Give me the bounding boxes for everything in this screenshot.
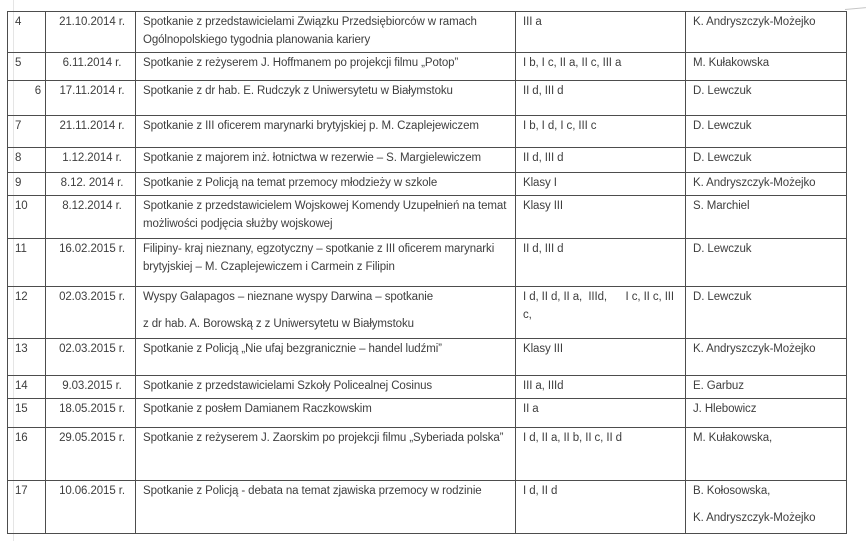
row-number-cell: 9 xyxy=(8,173,46,196)
description-cell: Spotkanie z przedstawicielami Szkoły Policealnej Cosinus xyxy=(136,376,516,399)
date-cell: 18.05.2015 r. xyxy=(46,399,136,428)
person-cell: J. Hlebowicz xyxy=(686,399,847,428)
person-cell: S. Marchiel xyxy=(686,196,847,239)
description-cell: Spotkanie z reżyserem J. Hoffmanem po projekcji filmu „Potop” xyxy=(136,53,516,81)
description-cell: Spotkanie z III oficerem marynarki brytyjskiej p. M. Czaplejewiczem xyxy=(136,116,516,148)
table-row xyxy=(8,81,847,116)
table-row xyxy=(8,339,847,376)
classes-cell: II d, III d xyxy=(516,81,686,116)
person-cell: D. Lewczuk xyxy=(686,148,847,173)
classes-cell: III a xyxy=(516,12,686,53)
classes-cell: Klasy III xyxy=(516,339,686,376)
classes-cell: I d, II a, II b, II c, II d xyxy=(516,428,686,481)
row-number-cell: 8 xyxy=(8,148,46,173)
date-cell: 8.12. 2014 r. xyxy=(46,173,136,196)
table-row xyxy=(8,116,847,148)
classes-cell: II a xyxy=(516,399,686,428)
row-number-cell: 17 xyxy=(8,481,46,534)
row-number-cell: 10 xyxy=(8,196,46,239)
date-cell: 16.02.2015 r. xyxy=(46,239,136,287)
date-cell: 17.11.2014 r. xyxy=(46,81,136,116)
description-cell: Filipiny- kraj nieznany, egzotyczny – spotkanie z III oficerem marynarki brytyjskiej – M. Czaplejewiczem i Carmein z Filipin xyxy=(136,239,516,287)
date-cell: 02.03.2015 r. xyxy=(46,287,136,339)
table-corner-tick xyxy=(845,7,866,10)
table-row xyxy=(8,239,847,287)
description-cell: Spotkanie z Policją - debata na temat zjawiska przemocy w rodzinie xyxy=(136,481,516,534)
description-cell xyxy=(136,287,516,339)
row-number-cell: 7 xyxy=(8,116,46,148)
date-cell: 1.12.2014 r. xyxy=(46,148,136,173)
table-row xyxy=(8,376,847,399)
person-cell: K. Andryszczyk-Możejko xyxy=(686,12,847,53)
row-number-cell: 11 xyxy=(8,239,46,287)
table-row xyxy=(8,428,847,481)
row-number-cell: 4 xyxy=(8,12,46,53)
row-number-cell: 12 xyxy=(8,287,46,339)
table-row xyxy=(8,53,847,81)
description-cell: Spotkanie z posłem Damianem Raczkowskim xyxy=(136,399,516,428)
person-cell-paragraph: B. Kołosowska, xyxy=(693,485,771,497)
row-number-cell: 14 xyxy=(8,376,46,399)
person-cell: K. Andryszczyk-Możejko xyxy=(686,173,847,196)
date-cell: 8.12.2014 r. xyxy=(46,196,136,239)
description-cell: Spotkanie z Policją „Nie ufaj bezgranicznie – handel ludźmi” xyxy=(136,339,516,376)
table-row xyxy=(8,287,847,339)
description-cell-paragraph: Wyspy Galapagos – nieznane wyspy Darwina – spotkanie xyxy=(143,291,434,303)
table-row xyxy=(8,399,847,428)
classes-cell: I d, II d xyxy=(516,481,686,534)
description-cell: Spotkanie z dr hab. E. Rudczyk z Uniwersytetu w Białymstoku xyxy=(136,81,516,116)
person-cell: D. Lewczuk xyxy=(686,81,847,116)
description-cell: Spotkanie z reżyserem J. Zaorskim po projekcji filmu „Syberiada polska” xyxy=(136,428,516,481)
date-cell: 6.11.2014 r. xyxy=(46,53,136,81)
row-number-cell: 15 xyxy=(8,399,46,428)
row-number-cell: 5 xyxy=(8,53,46,81)
person-cell: D. Lewczuk xyxy=(686,287,847,339)
classes-cell: II d, III d xyxy=(516,148,686,173)
table-row xyxy=(8,148,847,173)
person-cell: K. Andryszczyk-Możejko xyxy=(686,339,847,376)
description-cell: Spotkanie z Policją na temat przemocy młodzieży w szkole xyxy=(136,173,516,196)
person-cell: D. Lewczuk xyxy=(686,116,847,148)
row-number-cell: 13 xyxy=(8,339,46,376)
person-cell: M. Kułakowska, xyxy=(686,428,847,481)
person-cell: D. Lewczuk xyxy=(686,239,847,287)
description-cell-paragraph: z dr hab. A. Borowską z z Uniwersytetu w Białymstoku xyxy=(143,317,414,330)
classes-cell: III a, IIId xyxy=(516,376,686,399)
person-cell: E. Garbuz xyxy=(686,376,847,399)
classes-cell: I b, I d, I c, III c xyxy=(516,116,686,148)
table-row xyxy=(8,12,847,53)
date-cell: 29.05.2015 r. xyxy=(46,428,136,481)
date-cell: 10.06.2015 r. xyxy=(46,481,136,534)
date-cell: 02.03.2015 r. xyxy=(46,339,136,376)
classes-cell: I b, I c, II a, II c, III a xyxy=(516,53,686,81)
table-row xyxy=(8,173,847,196)
date-cell: 21.10.2014 r. xyxy=(46,12,136,53)
date-cell: 21.11.2014 r. xyxy=(46,116,136,148)
classes-cell: Klasy III xyxy=(516,196,686,239)
description-cell: Spotkanie z przedstawicielami Związku Przedsiębiorców w ramach Ogólnopolskiego tygodnia planowania kariery xyxy=(136,12,516,53)
classes-cell: II d, III d xyxy=(516,239,686,287)
meetings-table xyxy=(7,11,847,534)
table-row xyxy=(8,196,847,239)
description-cell: Spotkanie z przedstawicielem Wojskowej Komendy Uzupełnień na temat możliwości podjęcia służby wojskowej xyxy=(136,196,516,239)
person-cell-paragraph: K. Andryszczyk-Możejko xyxy=(693,511,816,524)
row-number-cell: 6 xyxy=(8,81,46,116)
classes-cell: I d, II d, II a, IIId, I c, II c, III c, xyxy=(516,287,686,339)
row-number-cell: 16 xyxy=(8,428,46,481)
person-cell: M. Kułakowska xyxy=(686,53,847,81)
person-cell xyxy=(686,481,847,534)
date-cell: 9.03.2015 r. xyxy=(46,376,136,399)
classes-cell: Klasy I xyxy=(516,173,686,196)
table-row xyxy=(8,481,847,534)
description-cell: Spotkanie z majorem inż. łotnictwa w rezerwie – S. Margielewiczem xyxy=(136,148,516,173)
